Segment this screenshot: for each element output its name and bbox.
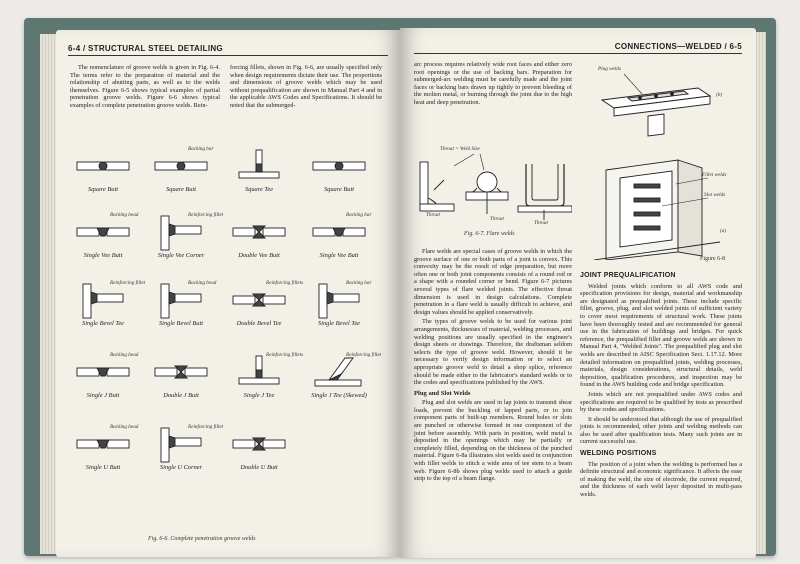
weld-sketch-single-u-corner (151, 424, 211, 464)
weld-sketch-square-tee (229, 146, 289, 186)
label-plug-welds: Plug welds (598, 66, 621, 72)
weld-sketch-single-vee-butt-backing (309, 212, 369, 252)
prequal-paragraph-2: Joints which are not prequalified under AWS codes and specifications are required to be qualified by tests as prescribed by these codes and specifications. (580, 390, 742, 414)
page-edges-right (756, 32, 766, 554)
figure-6-6-caption: Fig. 6-6. Complete penetration groove welds (148, 536, 256, 542)
weld-sketch-single-vee-butt (73, 212, 133, 252)
weld-note-double-bevel-tee: Reinforcing fillets (266, 280, 304, 286)
flare-label-throat-1: Throat (426, 212, 440, 218)
right-page-header: CONNECTIONS—WELDED / 6-5 (614, 42, 742, 51)
weld-sketch-square-butt-2 (309, 146, 369, 186)
prequal-paragraph-3: It should be understood that although the use of prequalified joints is recommended, other joints and welding methods can also be used after qualification tests. Many such joints are in current successful use. (580, 415, 742, 446)
weld-note-single-j-butt: Backing bead (110, 352, 139, 358)
weld-caption-single-j-tee-skewed: Single J Tee (Skewed) (311, 392, 367, 399)
weld-caption-single-bevel-butt: Single Bevel Butt (158, 320, 203, 327)
flare-label-throat-size: Throat = Weld Size (440, 146, 480, 152)
joint-prequalification-heading: JOINT PREQUALIFICATION (580, 272, 676, 279)
figure-6-7-caption: Fig. 6-7. Flare welds (464, 231, 515, 237)
weld-note-single-j-tee: Reinforcing fillets (266, 352, 304, 358)
weld-figure-single-vee-corner (148, 212, 224, 268)
weld-sketch-double-u-butt (229, 424, 289, 464)
right-col1-top (414, 61, 572, 109)
submerged-arc-text: arc process requires relatively wide root faces and either zero root openings or the use of backing bars. Preparation for submerged-arc welding must be carefully made and the joint faces or backing bars drawn up tightly to prevent bleeding of the molten metal, or burning through the joint due to the high heat and deep penetration. (414, 61, 572, 106)
left-page-header: 6-4 / STRUCTURAL STEEL DETAILING (68, 44, 223, 53)
weld-figure-single-j-butt (70, 352, 139, 408)
weld-note-single-vee-butt: Backing bead (110, 212, 139, 218)
figure-6-8-caption: Figure 6-8 (700, 256, 726, 262)
weld-figure-double-j-butt (148, 352, 214, 408)
weld-note-square-butt-backing: Backing bar (188, 146, 214, 152)
weld-sketch-single-j-butt (73, 352, 133, 392)
weld-figure-single-bevel-butt (148, 280, 217, 336)
weld-sketch-single-vee-corner (151, 212, 211, 252)
weld-caption-single-j-tee: Single J Tee (243, 392, 275, 399)
weld-sketch-double-j-butt (151, 352, 211, 392)
weld-sketch-single-j-tee (229, 352, 289, 392)
weld-figure-single-j-tee (226, 352, 304, 408)
weld-caption-single-j-butt: Single J Butt (86, 392, 120, 399)
weld-figure-single-u-corner (148, 424, 224, 480)
intro-text-2: forcing fillets, shown in Fig. 6-6, are usually specified only when design requirements dictate their use. The proportions and dimensions of groove welds which may be used without prequalification are shown in Manual Part 4 and in the applicable AWS Codes and Specifications. It should be noted that the submerged- (230, 64, 382, 109)
weld-figure-single-j-tee-skewed (306, 352, 382, 408)
weld-caption-square-tee: Square Tee (244, 186, 274, 193)
plug-slot-heading: Plug and Slot Welds (414, 389, 471, 397)
weld-caption-double-u-butt: Double U Butt (240, 464, 278, 471)
weld-caption-single-bevel-tee: Single Bevel Tee (82, 320, 124, 327)
weld-sketch-single-u-butt (73, 424, 133, 464)
weld-figure-square-butt (70, 146, 136, 202)
page-edges-left (40, 34, 56, 554)
weld-sketch-double-bevel-tee (229, 280, 289, 320)
weld-figure-square-tee (226, 146, 292, 202)
weld-note-single-u-corner: Reinforcing fillet (188, 424, 224, 430)
weld-caption-double-vee-butt: Double Vee Butt (238, 252, 280, 259)
weld-caption-single-vee-corner: Single Vee Corner (157, 252, 205, 259)
weld-sketch-square-butt-backing (151, 146, 211, 186)
left-page (56, 30, 400, 557)
flare-label-throat-2: Throat (490, 216, 504, 222)
weld-figure-square-butt-2 (306, 146, 372, 202)
weld-figure-double-u-butt (226, 424, 292, 480)
left-intro-col1 (70, 64, 220, 112)
weld-caption-single-vee-butt: Single Vee Butt (83, 252, 123, 259)
weld-caption-single-bevel-tee-2: Single Bevel Tee (318, 320, 360, 327)
label-fillet-welds: Fillet welds (702, 172, 727, 178)
weld-sketch-single-bevel-butt (151, 280, 211, 320)
groove-types-paragraph: The types of groove welds to be used for various joint arrangements, thicknesses of material, welding processes, and welding positions are usually specified in the engineer's design sheets or drawings. Therefore, the draftsman seldom selects the type of groove weld. However, should it be necessary to verify design information or to select an appropriate groove weld to detail a shop splice, reference should be made either to the fabricator's standard welds or to the codes and specifications published by the AWS. (414, 318, 572, 387)
figure-6-7 (414, 140, 572, 240)
label-slot-welds: Slot welds (704, 192, 726, 198)
weld-caption-square-butt-2: Square Butt (323, 186, 355, 193)
weld-caption-single-vee-butt-backing: Single Vee Butt (319, 252, 359, 259)
weld-sketch-single-j-tee-skewed (309, 352, 369, 392)
weld-note-single-bevel-tee: Reinforcing fillet (110, 280, 146, 286)
weld-note-single-vee-corner: Reinforcing fillet (188, 212, 224, 218)
weld-sketch-double-vee-butt (229, 212, 289, 252)
weld-note-single-vee-butt-backing: Backing bar (346, 212, 372, 218)
weld-caption-square-butt-backing: Square Butt (165, 186, 197, 193)
weld-caption-double-j-butt: Double J Butt (163, 392, 199, 399)
weld-caption-single-u-butt: Single U Butt (85, 464, 121, 471)
label-fig-b: (b) (716, 92, 723, 98)
weld-figure-single-bevel-tee (70, 280, 146, 336)
weld-figure-single-vee-butt-backing (306, 212, 372, 268)
right-col2-body (580, 268, 742, 501)
weld-sketch-single-bevel-tee-2 (309, 280, 369, 320)
weld-figure-double-vee-butt (226, 212, 292, 268)
flare-label-throat-3: Throat (534, 220, 548, 226)
left-header-rule (68, 55, 388, 56)
welding-positions-paragraph: The position of a joint when the welding is performed has a definite structural and economic significance. It affects the ease of making the weld, the size of electrode, the current required, and the thickness of each weld layer deposited in multi-pass welds. (580, 460, 742, 499)
weld-note-single-u-butt: Backing bead (110, 424, 139, 430)
figure-6-8 (580, 60, 744, 266)
welding-positions-heading: WELDING POSITIONS (580, 450, 657, 458)
right-page (400, 28, 756, 558)
weld-figure-single-vee-butt (70, 212, 139, 268)
weld-note-single-bevel-butt: Backing bead (188, 280, 217, 286)
weld-figure-double-bevel-tee (226, 280, 304, 336)
weld-sketch-single-bevel-tee (73, 280, 133, 320)
right-col1-body (414, 248, 572, 485)
label-fig-a: (a) (720, 228, 727, 234)
weld-figure-single-bevel-tee-2 (306, 280, 372, 336)
weld-note-single-bevel-tee-2: Backing bar (346, 280, 372, 286)
weld-note-single-j-tee-skewed: Reinforcing fillet (346, 352, 382, 358)
intro-text-1: The nomenclature of groove welds is given in Fig. 6-4. The terms refer to the preparation of material and the relationship of abutting parts, as well as to the welds themselves. Figure 6-5 shows typical examples of partial penetration groove welds. Figure 6-6 shows typical examples of complete penetration groove welds. Rein- (70, 64, 220, 109)
left-intro-col2 (230, 64, 382, 112)
weld-figure-square-butt-backing (148, 146, 214, 202)
weld-caption-double-bevel-tee: Double Bevel Tee (236, 320, 282, 327)
weld-caption-square-butt: Square Butt (87, 186, 119, 193)
weld-sketch-square-butt (73, 146, 133, 186)
weld-figure-single-u-butt (70, 424, 139, 480)
plug-slot-paragraph: Plug and slot welds are used in lap joints to transmit shear loads, prevent the buckling of lapped parts, or to join component parts of built-up members. Round holes or slots are punched or otherwise formed in one component of the joint before assembly. With parts in position, weld metal is deposited in the openings which may be partially or completely filled, depending on the thickness of the punched material. Figure 6-8a illustrates slot welds used in conjunction with fillet welds to stitch a wide area of tee stem to a beam web. Figure 6-8b shows plug welds used to attach a guide strip to the top of a beam flange. (414, 399, 572, 483)
flare-welds-paragraph: Flare welds are special cases of groove welds in which the groove surface of one or both parts of a joint is convex. This convexity may be the result of edge preparation, but more often one or both joint components consists of a round rod or a shape with a rounded corner or bend. Figure 6-7 pictures several types of flare welded joints. The effective throat dimension is used in design calculations. Complete penetration in a flare weld is usually difficult to achieve, and design values should be applied conservatively. (414, 248, 572, 316)
weld-caption-single-u-corner: Single U Corner (159, 464, 203, 471)
right-header-rule (414, 53, 742, 54)
prequal-paragraph-1: Welded joints which conform to all AWS code and specification provisions for design, material and workmanship are designated as prequalified joints. These include specific fillet, groove, plug, and slot welded joints of sufficient variety to cover most requirements of structural work. These joints have been thoroughly tested and are recommended for general use in the fabrication of buildings and bridges. For quick reference, the prequalified fillet and groove welds are shown in Manual Part 4, "Welded Joints". The prequalified plug and slot welds are described in AISC Specification Sect. 1.17.12. More detailed information on prequalified joints, welding processes, materials, design considerations, structural details, weld deposition, qualification procedures, and inspection may be found in the AWS building code and bridge specification. (580, 282, 742, 389)
